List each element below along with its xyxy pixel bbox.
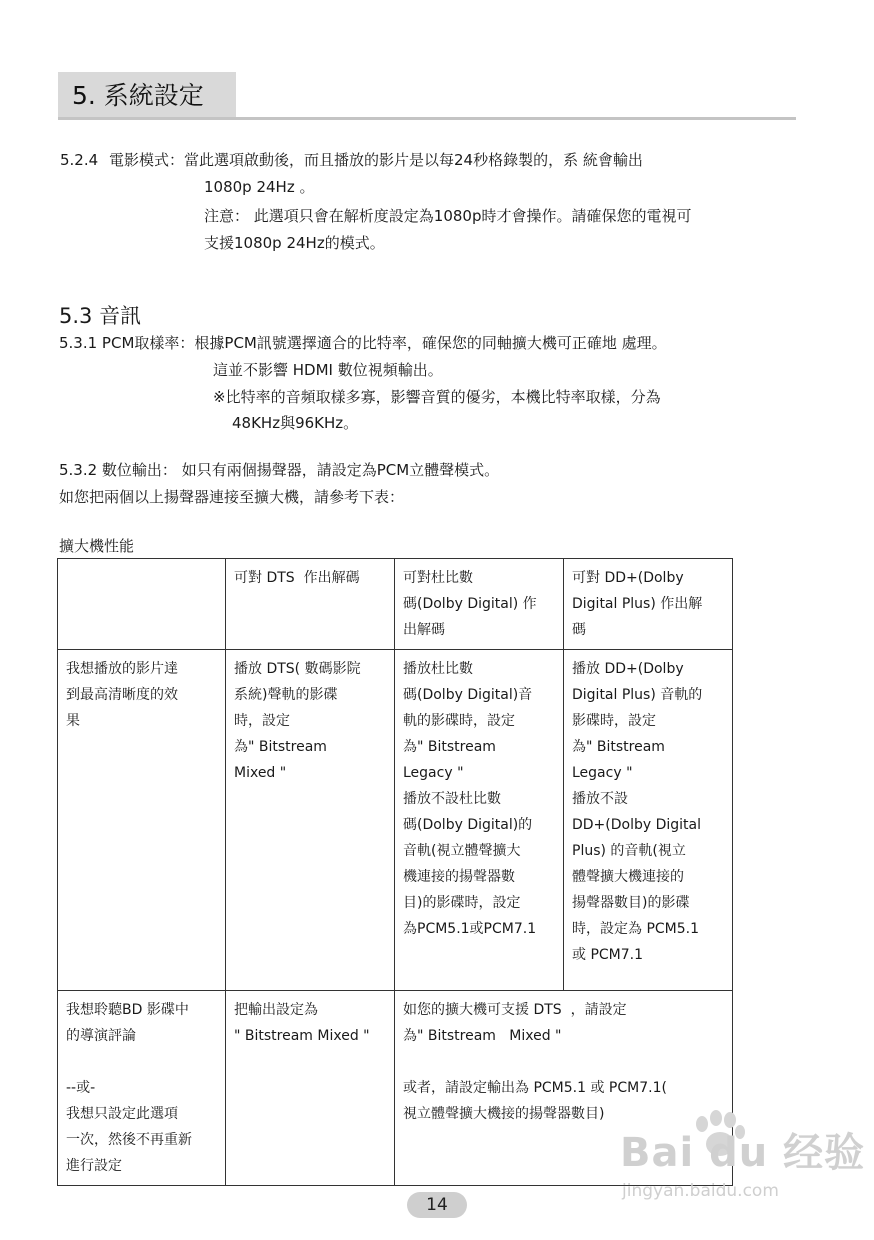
header-rule xyxy=(58,117,796,120)
section-524-line1: 電影模式：當此選項啟動後，而且播放的影片是以每24秒格錄製的，系 統會輸出 xyxy=(109,151,643,169)
table-header-cell xyxy=(58,559,226,650)
watermark-url: jingyan.baidu.com xyxy=(622,1181,779,1201)
table-row xyxy=(58,650,733,991)
table-header-cell: 可對杜比數 碼(Dolby Digital) 作 出解碼 xyxy=(395,559,564,650)
section-531-line1: 5.3.1 PCM取樣率：根據PCM訊號選擇適合的比特率，確保您的同軸擴大機可正確地 處理。 xyxy=(59,334,667,352)
section-53-title: 5.3 音訊 xyxy=(59,304,142,328)
table-header-cell: 可對 DTS 作出解碼 xyxy=(226,559,395,650)
table-header-row xyxy=(58,559,733,650)
section-524-note-line2: 支援1080p 24Hz的模式。 xyxy=(204,234,385,252)
section-524-note-line1: 注意： 此選項只會在解析度設定為1080p時才會操作。請確保您的電視可 xyxy=(204,207,692,225)
table-cell: 我想聆聽BD 影碟中 的導演評論 --或- 我想只設定此選項 一次，然後不再重新 進行設定 xyxy=(58,991,226,1186)
table-cell: 播放 DTS( 數碼影院 系統)聲軌的影碟 時，設定 為" Bitstream Mixed " xyxy=(226,650,395,991)
section-532-line1: 5.3.2 數位輸出： 如只有兩個揚聲器，請設定為PCM立體聲模式。 xyxy=(59,461,500,479)
table-cell: 播放杜比數 碼(Dolby Digital)音 軌的影碟時，設定 為" Bitstream Legacy " 播放不設杜比數 碼(Dolby Digital)的 音軌(視立體聲擴大 機連接的揚聲器數 目)的影碟時，設定 為PCM5.1或PCM7.1 xyxy=(395,650,564,991)
section-531-line3: ※比特率的音頻取樣多寡，影響音質的優劣，本機比特率取樣，分為 xyxy=(213,388,661,406)
page-number: 14 xyxy=(407,1192,467,1218)
watermark-brand: Bai du 经验 xyxy=(620,1130,866,1176)
section-524-number: 5.2.4 xyxy=(60,151,99,169)
section-532-line2: 如您把兩個以上揚聲器連接至擴大機，請參考下表： xyxy=(59,488,405,506)
page-title: 5. 系統設定 xyxy=(72,81,204,110)
table-header-cell: 可對 DD+(Dolby Digital Plus) 作出解 碼 xyxy=(564,559,733,650)
section-531-line4: 48KHz與96KHz。 xyxy=(232,414,359,432)
section-531-line2: 這並不影響 HDMI 數位視頻輸出。 xyxy=(213,361,443,379)
table-cell: 我想播放的影片達 到最高清晰度的效 果 xyxy=(58,650,226,991)
table-caption: 擴大機性能 xyxy=(59,537,135,555)
section-524-line2: 1080p 24Hz 。 xyxy=(204,178,315,196)
table-cell: 播放 DD+(Dolby Digital Plus) 音軌的 影碟時，設定 為" Bitstream Legacy " 播放不設 DD+(Dolby Digital Plus) 的音軌(視立 體聲擴大機連接的 揚聲器數目)的影碟 時，設定為 PCM5.1 或 PCM7.1 xyxy=(564,650,733,991)
table-cell: 如您的擴大機可支援 DTS ，請設定 為" Bitstream Mixed " 或者，請設定輸出為 PCM5.1 或 PCM7.1( 視立體聲擴大機接的揚聲器數目) xyxy=(395,991,733,1186)
amplifier-table xyxy=(57,558,733,1186)
table-cell: 把輸出設定為 " Bitstream Mixed " xyxy=(226,991,395,1186)
